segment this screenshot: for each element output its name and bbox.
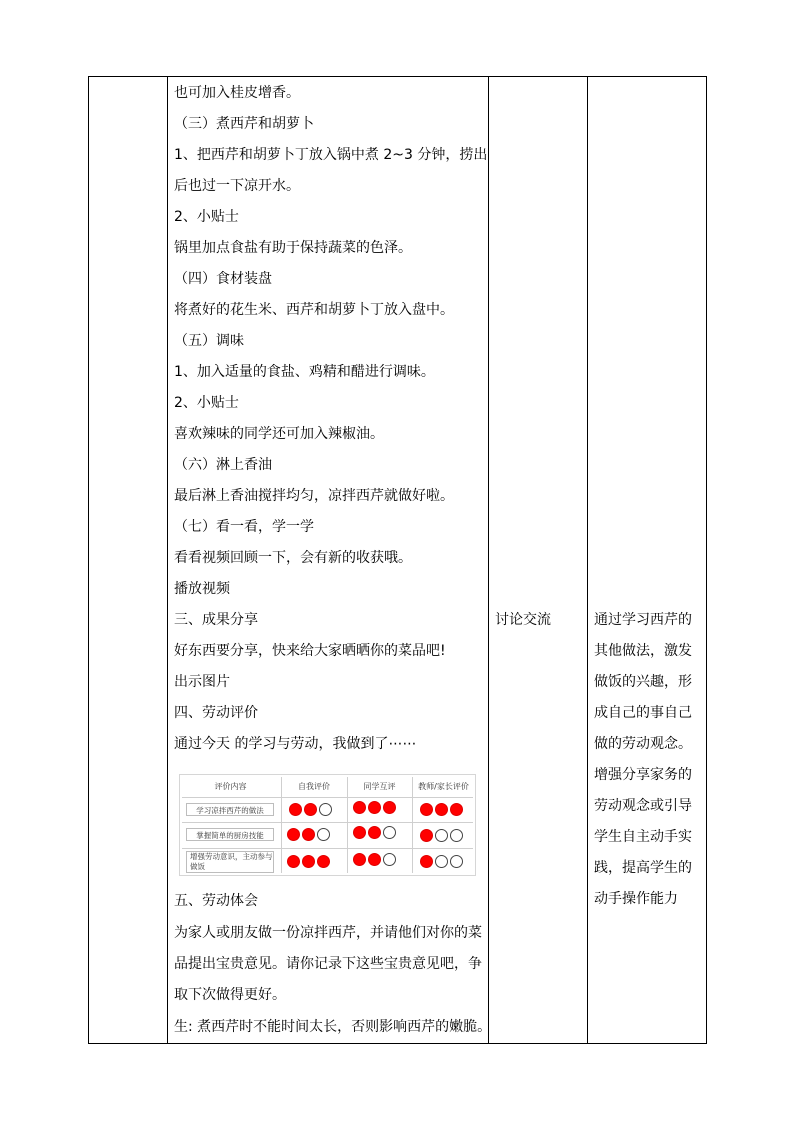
design-intent-line: 践，提高学生的 [594, 860, 692, 876]
design-intent-line: 做饭的兴趣，形 [594, 674, 692, 690]
lesson-line: 取下次做得更好。 [174, 987, 286, 1003]
design-intent-line: 通过学习西芹的 [594, 612, 692, 628]
lesson-line: 四、劳动评价 [174, 705, 258, 721]
lesson-line: （五）调味 [174, 333, 244, 349]
empty-dot-icon [450, 855, 463, 868]
rating-dots [353, 801, 396, 814]
design-intent-line: 学生自主动手实 [594, 829, 692, 845]
filled-dot-icon [420, 803, 433, 816]
eval-row-divider [182, 822, 473, 823]
filled-dot-icon [289, 803, 302, 816]
filled-dot-icon [302, 828, 315, 841]
column-divider [587, 77, 588, 1043]
filled-dot-icon [383, 801, 396, 814]
empty-dot-icon [383, 853, 396, 866]
lesson-line: 喜欢辣味的同学还可加入辣椒油。 [174, 426, 384, 442]
filled-dot-icon [287, 828, 300, 841]
rating-dots [420, 803, 463, 816]
lesson-line: 1、加入适量的食盐、鸡精和醋进行调味。 [174, 364, 435, 380]
rating-dots [353, 826, 396, 839]
filled-dot-icon [435, 803, 448, 816]
lesson-line: 看看视频回顾一下，会有新的收获哦。 [174, 550, 412, 566]
empty-dot-icon [450, 829, 463, 842]
design-intent-line: 增强分享家务的 [594, 767, 692, 783]
eval-header-content: 评价内容 [214, 782, 247, 791]
eval-header-teacher: 教师/家长评价 [418, 782, 469, 791]
lesson-line: 好东西要分享，快来给大家晒晒你的菜品吧! [174, 643, 446, 659]
lesson-line: 2、小贴士 [174, 395, 239, 411]
filled-dot-icon [317, 855, 330, 868]
lesson-line: 通过今天 的学习与劳动，我做到了⋯⋯ [174, 736, 417, 752]
empty-dot-icon [435, 855, 448, 868]
lesson-line: 最后淋上香油搅拌均匀，凉拌西芹就做好啦。 [174, 488, 454, 504]
empty-dot-icon [319, 803, 332, 816]
filled-dot-icon [420, 829, 433, 842]
rating-dots [289, 803, 332, 816]
lesson-line: 将煮好的花生米、西芹和胡萝卜丁放入盘中。 [174, 302, 454, 318]
eval-row-label: 学习凉拌西芹的做法 [186, 803, 274, 816]
empty-dot-icon [435, 829, 448, 842]
lesson-line: 生: 煮西芹时不能时间太长，否则影响西芹的嫩脆。 [174, 1019, 492, 1035]
lesson-line: 出示图片 [174, 674, 230, 690]
lesson-line: （六）淋上香油 [174, 457, 272, 473]
eval-row-label: 掌握简单的厨房技能 [186, 828, 274, 841]
evaluation-table [179, 774, 476, 876]
eval-row-divider [182, 797, 473, 798]
filled-dot-icon [353, 853, 366, 866]
design-intent-line: 劳动观念或引导 [594, 798, 692, 814]
lesson-line: （四）食材装盘 [174, 271, 272, 287]
lesson-line: 锅里加点食盐有助于保持蔬菜的色泽。 [174, 240, 412, 256]
filled-dot-icon [353, 801, 366, 814]
design-intent-line: 动手操作能力 [594, 891, 678, 907]
student-activity-text: 讨论交流 [495, 612, 551, 628]
lesson-line: 五、劳动体会 [174, 893, 258, 909]
column-divider [488, 77, 489, 1043]
eval-row-label: 增强劳动意识，主动参与做饭 [186, 851, 274, 873]
lesson-line: 品提出宝贵意见。请你记录下这些宝贵意见吧，争 [174, 956, 482, 972]
filled-dot-icon [450, 803, 463, 816]
lesson-line: 播放视频 [174, 581, 230, 597]
filled-dot-icon [287, 855, 300, 868]
rating-dots [287, 855, 330, 868]
lesson-line: 后也过一下凉开水。 [174, 178, 300, 194]
lesson-line: 2、小贴士 [174, 209, 239, 225]
filled-dot-icon [368, 801, 381, 814]
lesson-line: 三、成果分享 [174, 612, 258, 628]
empty-dot-icon [317, 828, 330, 841]
rating-dots [287, 828, 330, 841]
filled-dot-icon [302, 855, 315, 868]
filled-dot-icon [420, 855, 433, 868]
lesson-line: 也可加入桂皮增香。 [174, 85, 300, 101]
lesson-line: 为家人或朋友做一份凉拌西芹，并请他们对你的菜 [174, 925, 482, 941]
eval-header-peer: 同学互评 [363, 782, 396, 791]
lesson-plan-table [88, 76, 707, 1044]
eval-row-divider [182, 848, 473, 849]
design-intent-line: 其他做法，激发 [594, 643, 692, 659]
rating-dots [353, 853, 396, 866]
filled-dot-icon [368, 826, 381, 839]
lesson-line: 1、把西芹和胡萝卜丁放入锅中煮 2~3 分钟，捞出 [174, 147, 488, 163]
lesson-line: （三）煮西芹和胡萝卜 [174, 116, 314, 132]
design-intent-line: 做的劳动观念。 [594, 736, 692, 752]
filled-dot-icon [304, 803, 317, 816]
lesson-line: （七）看一看，学一学 [174, 519, 314, 535]
filled-dot-icon [368, 853, 381, 866]
design-intent-line: 成自己的事自己 [594, 705, 692, 721]
rating-dots [420, 829, 463, 842]
empty-dot-icon [383, 826, 396, 839]
eval-header-self: 自我评价 [298, 782, 330, 791]
column-divider [167, 77, 168, 1043]
rating-dots [420, 855, 463, 868]
filled-dot-icon [353, 826, 366, 839]
